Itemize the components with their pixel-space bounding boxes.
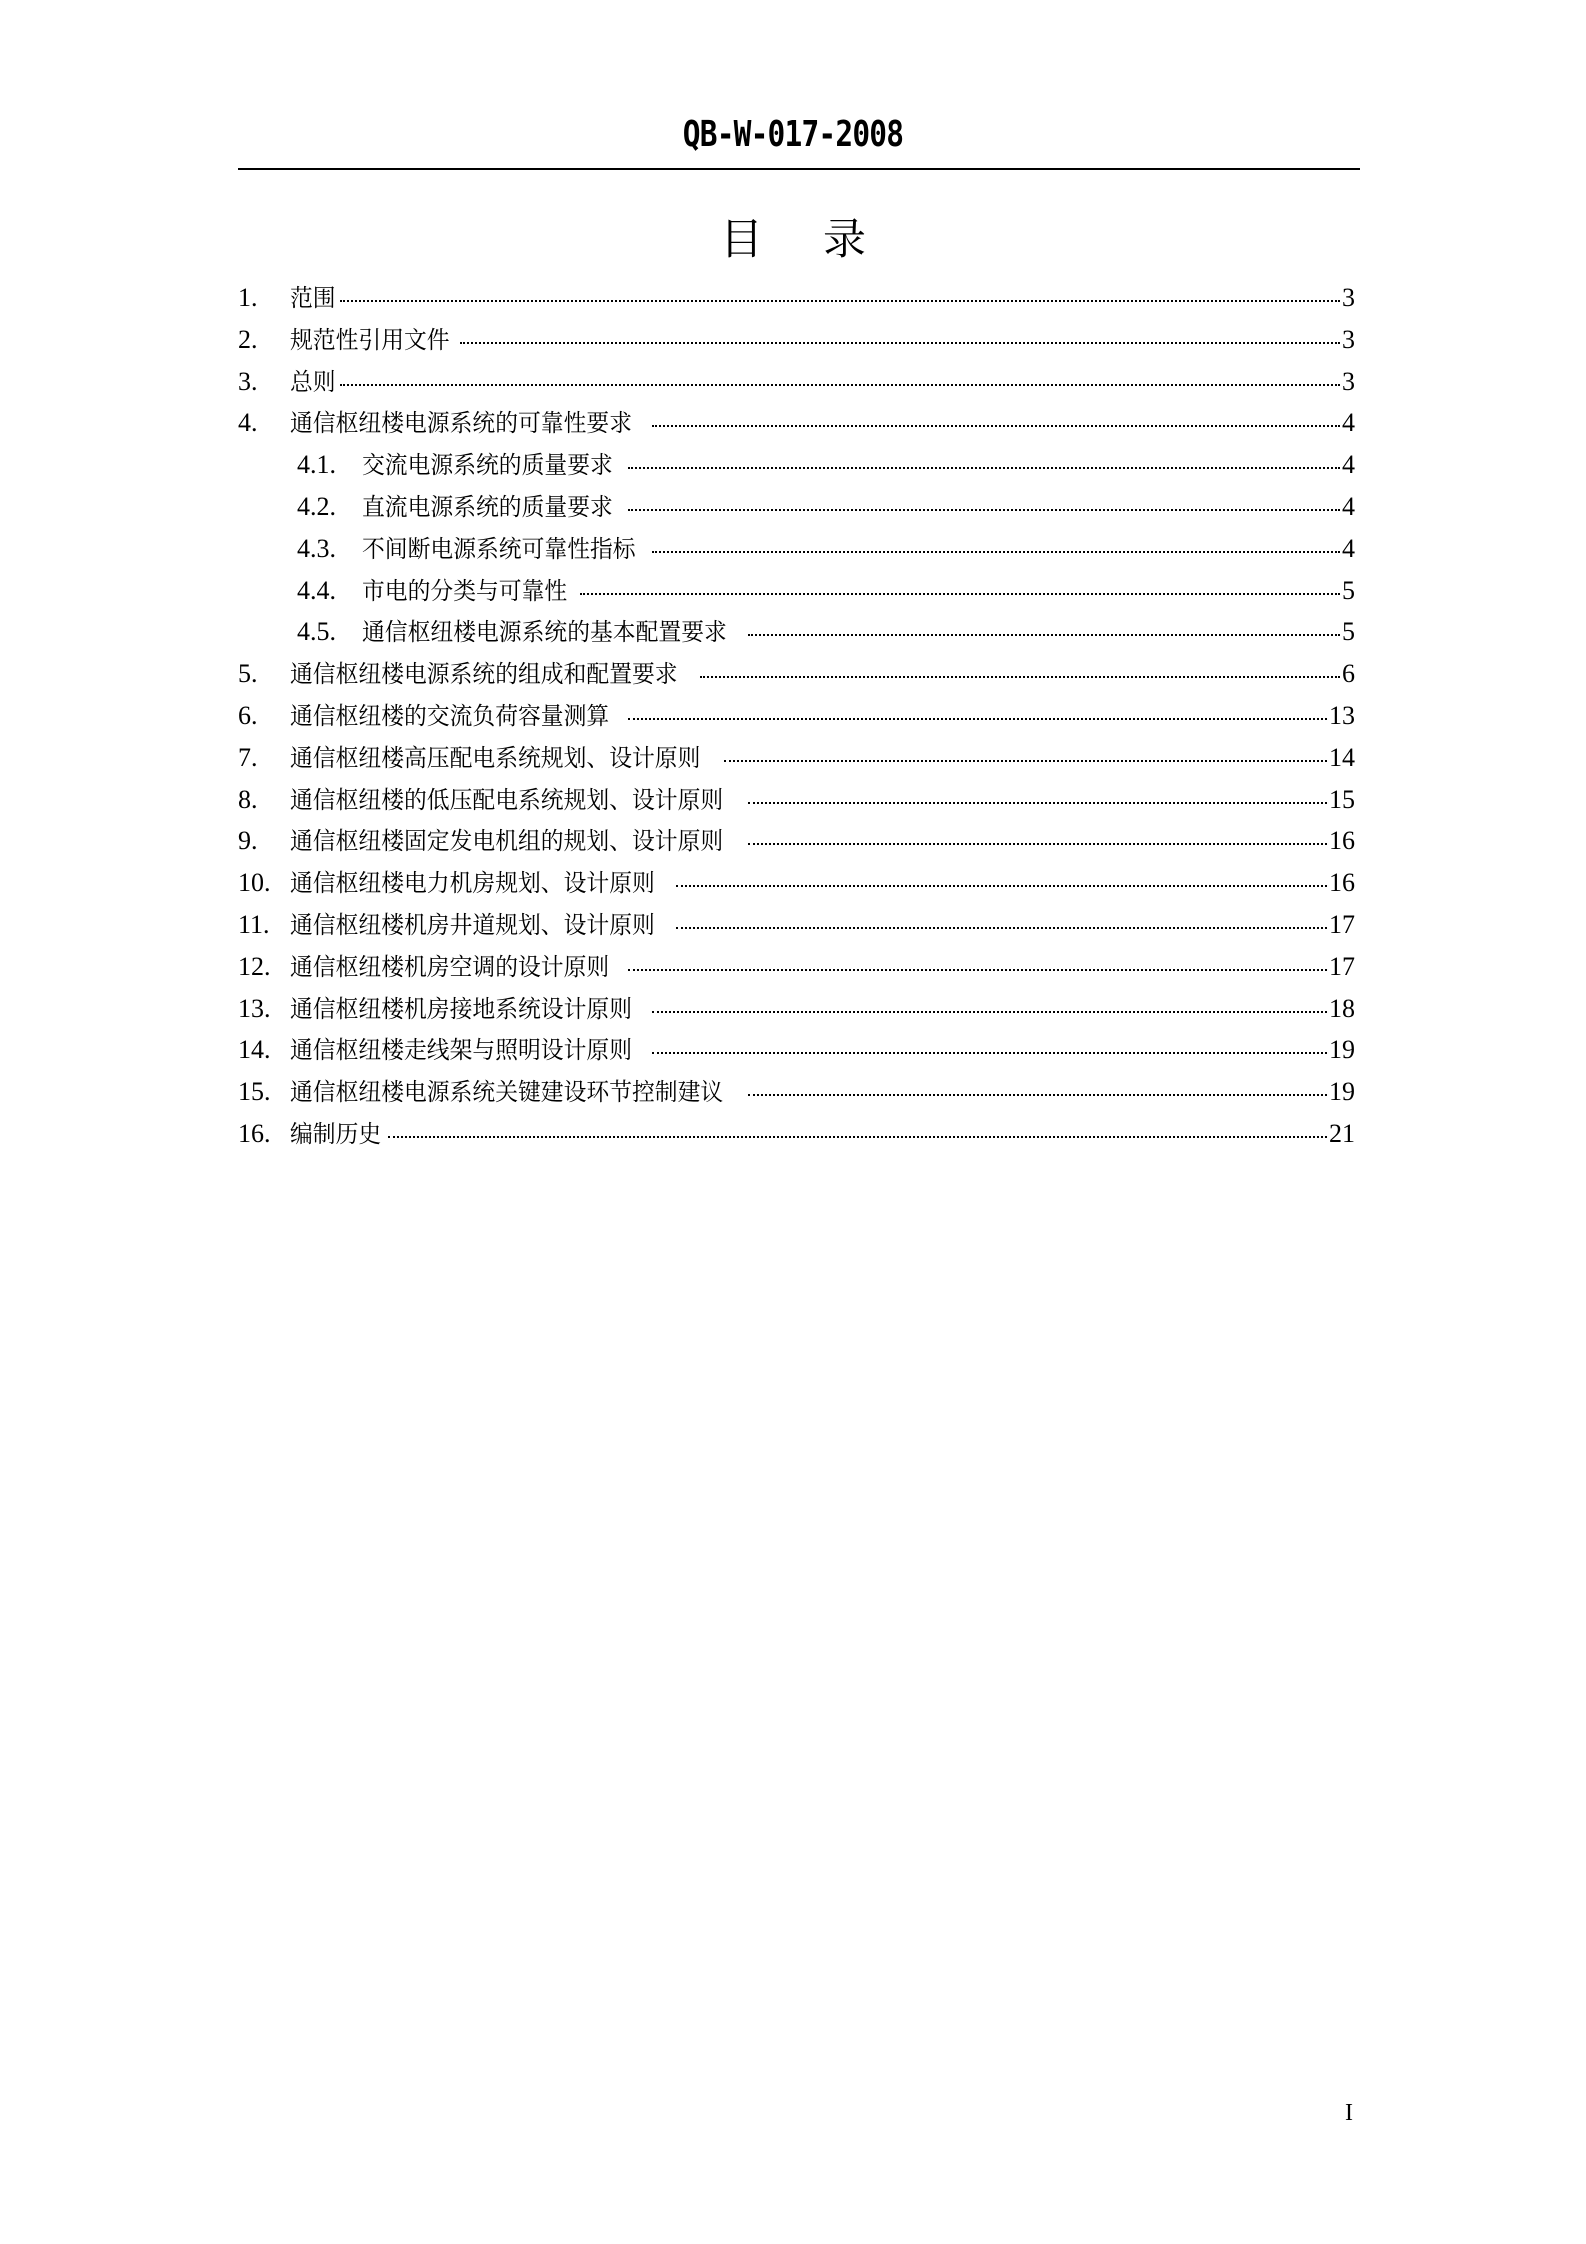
toc-entry[interactable] xyxy=(238,738,1355,780)
toc-entry-number: 12. xyxy=(238,951,271,981)
toc-entry[interactable] xyxy=(238,278,1355,320)
toc-entry-title[interactable]: 通信枢纽楼固定发电机组的规划、设计原则 xyxy=(290,827,724,856)
dot-leader xyxy=(628,969,1327,971)
toc-entry[interactable] xyxy=(238,654,1355,696)
dot-leader xyxy=(340,384,1340,386)
dot-leader xyxy=(460,342,1340,344)
toc-entry[interactable] xyxy=(238,612,1355,654)
toc-entry-title[interactable]: 直流电源系统的质量要求 xyxy=(362,492,613,521)
dot-leader xyxy=(652,1011,1327,1013)
toc-entry-title[interactable]: 通信枢纽楼机房井道规划、设计原则 xyxy=(290,910,655,939)
toc-entry-page: 18 xyxy=(1329,993,1355,1023)
toc-entry-number: 10. xyxy=(238,868,271,898)
toc-entry-page: 19 xyxy=(1329,1035,1355,1065)
header-rule xyxy=(238,168,1360,170)
toc-entry-title[interactable]: 通信枢纽楼电力机房规划、设计原则 xyxy=(290,869,655,898)
toc-entry-number: 15. xyxy=(238,1077,271,1107)
dot-leader xyxy=(748,843,1327,845)
toc-entry-page: 19 xyxy=(1329,1077,1355,1107)
toc-entry-number: 8. xyxy=(238,784,258,814)
toc-entry[interactable] xyxy=(238,1072,1355,1114)
toc-entry[interactable] xyxy=(238,445,1355,487)
toc-entry-page: 3 xyxy=(1342,366,1355,396)
dot-leader xyxy=(628,509,1340,511)
toc-entry-title[interactable]: 通信枢纽楼电源系统的组成和配置要求 xyxy=(290,660,678,689)
toc-entry-page: 3 xyxy=(1342,324,1355,354)
dot-leader xyxy=(748,802,1327,804)
dot-leader xyxy=(388,1136,1327,1138)
toc-entry-page: 4 xyxy=(1342,450,1355,480)
dot-leader xyxy=(340,300,1340,302)
toc-entry-number: 4.5. xyxy=(297,617,336,647)
toc-entry-title[interactable]: 通信枢纽楼的交流负荷容量测算 xyxy=(290,701,610,730)
toc-entry-number: 6. xyxy=(238,700,258,730)
toc-entry-number: 4.4. xyxy=(297,575,336,605)
toc-entry-title[interactable]: 通信枢纽楼电源系统关键建设环节控制建议 xyxy=(290,1078,724,1107)
toc-entry-page: 16 xyxy=(1329,868,1355,898)
toc-entry-number: 3. xyxy=(238,366,258,396)
toc-entry[interactable] xyxy=(238,905,1355,947)
dot-leader xyxy=(676,927,1327,929)
toc-entry[interactable] xyxy=(238,780,1355,822)
dot-leader xyxy=(724,760,1327,762)
dot-leader xyxy=(652,1052,1327,1054)
toc-entry[interactable] xyxy=(238,529,1355,571)
toc-entry-page: 3 xyxy=(1342,283,1355,312)
toc-entry-title[interactable]: 范围 xyxy=(290,284,336,312)
dot-leader xyxy=(652,551,1340,553)
toc-entry-title[interactable]: 通信枢纽楼机房接地系统设计原则 xyxy=(290,994,632,1023)
toc-entry-page: 14 xyxy=(1329,742,1355,772)
toc-entry-number: 4.1. xyxy=(297,450,336,480)
dot-leader xyxy=(628,718,1327,720)
toc-entry-number: 4. xyxy=(238,408,258,438)
toc-entry[interactable] xyxy=(238,696,1355,738)
toc-entry-title[interactable]: 通信枢纽楼高压配电系统规划、设计原则 xyxy=(290,743,701,772)
toc-entry-title[interactable]: 通信枢纽楼走线架与照明设计原则 xyxy=(290,1036,632,1065)
toc-entry-number: 9. xyxy=(238,826,258,856)
toc-entry-title[interactable]: 通信枢纽楼电源系统的基本配置要求 xyxy=(362,618,727,647)
toc-entry-number: 16. xyxy=(238,1118,271,1148)
toc-entry-number: 4.3. xyxy=(297,533,336,563)
toc-entry-page: 6 xyxy=(1342,659,1355,689)
toc-entry-page: 17 xyxy=(1329,909,1355,939)
toc-entry-title[interactable]: 总则 xyxy=(290,367,336,396)
toc-entry-number: 11. xyxy=(238,909,270,939)
toc-entry-title[interactable]: 通信枢纽楼电源系统的可靠性要求 xyxy=(290,409,632,438)
toc-entry-page: 17 xyxy=(1329,951,1355,981)
toc-entry-page: 16 xyxy=(1329,826,1355,856)
toc-entry-number: 14. xyxy=(238,1035,271,1065)
toc-entry-page: 4 xyxy=(1342,408,1355,438)
toc-entry-title[interactable]: 编制历史 xyxy=(290,1119,382,1148)
toc-entry[interactable] xyxy=(238,487,1355,529)
toc-entry-page: 15 xyxy=(1329,784,1355,814)
dot-leader xyxy=(652,425,1340,427)
toc-entry[interactable] xyxy=(238,403,1355,445)
toc-entry[interactable] xyxy=(238,947,1355,989)
toc-entry-title[interactable]: 通信枢纽楼机房空调的设计原则 xyxy=(290,952,610,981)
toc-entry-number: 5. xyxy=(238,659,258,689)
toc-entry[interactable] xyxy=(238,863,1355,905)
toc-entry[interactable] xyxy=(238,1030,1355,1072)
toc-entry-title[interactable]: 通信枢纽楼的低压配电系统规划、设计原则 xyxy=(290,785,724,814)
toc-entry-page: 5 xyxy=(1342,617,1355,647)
table-of-contents xyxy=(238,278,1355,1156)
document-code: QB-W-017-2008 xyxy=(682,114,904,155)
dot-leader xyxy=(748,1094,1327,1096)
toc-entry-page: 4 xyxy=(1342,533,1355,563)
dot-leader xyxy=(628,467,1340,469)
dot-leader xyxy=(676,885,1327,887)
toc-entry-page: 13 xyxy=(1329,700,1355,730)
toc-entry-number: 2. xyxy=(238,324,258,354)
page-title: 目录 xyxy=(720,215,926,265)
toc-entry-page: 21 xyxy=(1329,1118,1355,1148)
toc-entry-number: 1. xyxy=(238,283,258,312)
toc-entry-number: 13. xyxy=(238,993,271,1023)
dot-leader xyxy=(700,676,1340,678)
toc-entry-page: 5 xyxy=(1342,575,1355,605)
dot-leader xyxy=(580,593,1340,595)
toc-entry[interactable] xyxy=(238,989,1355,1031)
toc-entry-title[interactable]: 市电的分类与可靠性 xyxy=(362,576,568,605)
toc-entry-number: 7. xyxy=(238,742,258,772)
toc-entry-title[interactable]: 交流电源系统的质量要求 xyxy=(362,451,613,480)
page-number: I xyxy=(1345,2100,1353,2126)
toc-entry[interactable] xyxy=(238,362,1355,404)
toc-entry[interactable] xyxy=(238,320,1355,362)
toc-entry-title[interactable]: 规范性引用文件 xyxy=(290,325,450,354)
toc-entry[interactable] xyxy=(238,821,1355,863)
dot-leader xyxy=(748,634,1340,636)
toc-entry-title[interactable]: 不间断电源系统可靠性指标 xyxy=(362,534,636,563)
toc-entry[interactable] xyxy=(238,1114,1355,1156)
toc-entry-number: 4.2. xyxy=(297,491,336,521)
toc-entry-page: 4 xyxy=(1342,491,1355,521)
toc-entry[interactable] xyxy=(238,571,1355,613)
